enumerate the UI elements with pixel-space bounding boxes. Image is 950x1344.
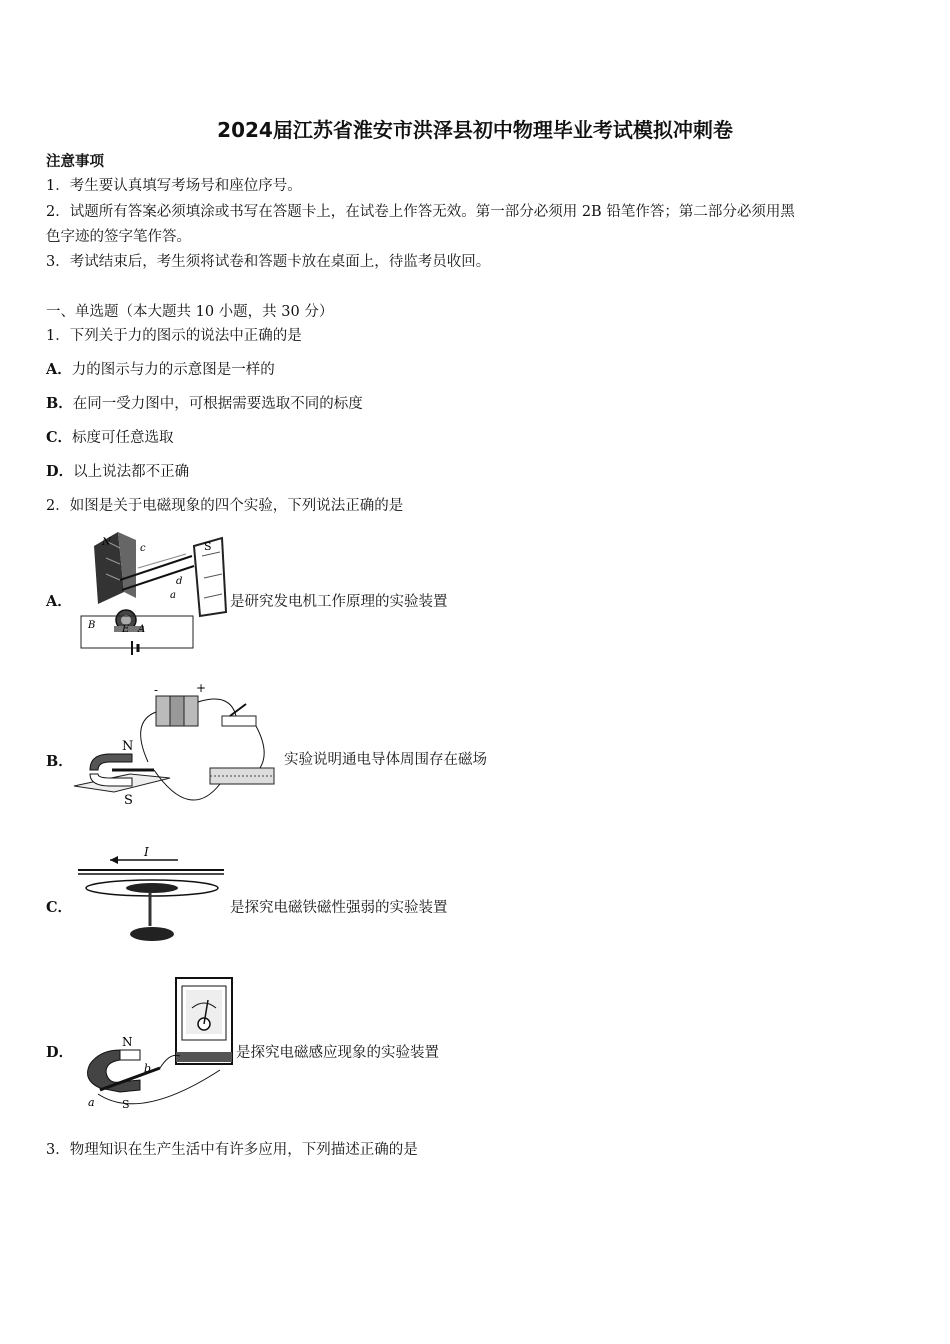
fig-a-letter-d: d (176, 576, 183, 587)
notice-item-2: 2．试题所有答案必须填涂或书写在答题卡上，在试卷上作答无效。第一部分必须用 2B 铅笔作答；第二部分必须用黑 (46, 204, 795, 220)
question-2-stem: 2．如图是关于电磁现象的四个实验，下列说法正确的是 (46, 498, 404, 514)
question-3-stem: 3．物理知识在生产生活中有许多应用，下列描述正确的是 (46, 1142, 418, 1158)
q2-option-b-text: 实验说明通电导体周围存在磁场 (284, 752, 487, 768)
induction-experiment-figure (80, 972, 236, 1112)
fig-b-letter-n: N (122, 739, 134, 754)
fig-c-current-label: I (144, 846, 149, 859)
fig-a-letter-s: S (204, 540, 212, 553)
notice-heading: 注意事项 (46, 153, 104, 170)
q1-option-c (46, 428, 174, 448)
q2-option-c-text: 是探究电磁铁磁性强弱的实验装置 (230, 900, 448, 916)
energized-conductor-figure (70, 682, 280, 822)
q2-option-a-label: A． (46, 593, 72, 610)
fig-b-letter-s: S (124, 793, 133, 808)
q2-option-d-label: D． (46, 1044, 74, 1061)
q2-option-a-text: 是研究发电机工作原理的实验装置 (230, 594, 448, 610)
page-title: 2024届江苏省淮安市洪泽县初中物理毕业考试模拟冲刺卷 (217, 118, 733, 142)
fig-a-letter-a: a (170, 590, 176, 601)
fig-b-minus: - (154, 683, 159, 697)
q1-option-a-label: A． (46, 361, 72, 378)
notice-item-2-cont: 色字迹的签字笔作答。 (46, 229, 191, 245)
fig-d-letter-s: S (122, 1098, 130, 1111)
q2-option-b-label: B． (46, 753, 73, 770)
notice-item-1: 1．考生要认真填写考场号和座位序号。 (46, 178, 302, 194)
oersted-experiment-figure (74, 846, 230, 946)
q2-option-d-text: 是探究电磁感应现象的实验装置 (236, 1045, 439, 1061)
q1-option-d-label: D． (46, 463, 74, 480)
fig-a-letter-b: B (88, 620, 96, 631)
fig-b-plus: + (196, 682, 207, 695)
fig-a-letter-n: N (102, 537, 111, 548)
generator-experiment-figure (76, 528, 228, 662)
q2-option-c-label: C． (46, 899, 73, 916)
fig-d-letter-n: N (122, 1035, 133, 1049)
q1-option-b-text: 在同一受力图中，可根据需要选取不同的标度 (72, 396, 363, 412)
section-heading: 一、单选题（本大题共 10 小题，共 30 分） (46, 304, 334, 320)
fig-d-letter-b: b (144, 1062, 152, 1075)
notice-item-3: 3．考试结束后，考生须将试卷和答题卡放在桌面上，待监考员收回。 (46, 254, 491, 270)
question-1-stem: 1．下列关于力的图示的说法中正确的是 (46, 328, 302, 344)
q1-option-c-label: C． (46, 429, 73, 446)
fig-a-letter-e: E (122, 624, 130, 635)
q1-option-a-text: 力的图示与力的示意图是一样的 (71, 362, 275, 378)
q1-option-b-label: B． (46, 395, 73, 412)
q1-option-d-text: 以上说法都不正确 (73, 464, 190, 480)
fig-a-letter-a2: A (138, 624, 146, 635)
q1-option-d (46, 462, 189, 482)
q1-option-a (46, 360, 275, 380)
fig-d-letter-a: a (88, 1096, 95, 1109)
q1-option-b (46, 394, 363, 414)
fig-a-letter-c: c (140, 543, 146, 554)
q1-option-c-text: 标度可任意选取 (72, 430, 174, 446)
